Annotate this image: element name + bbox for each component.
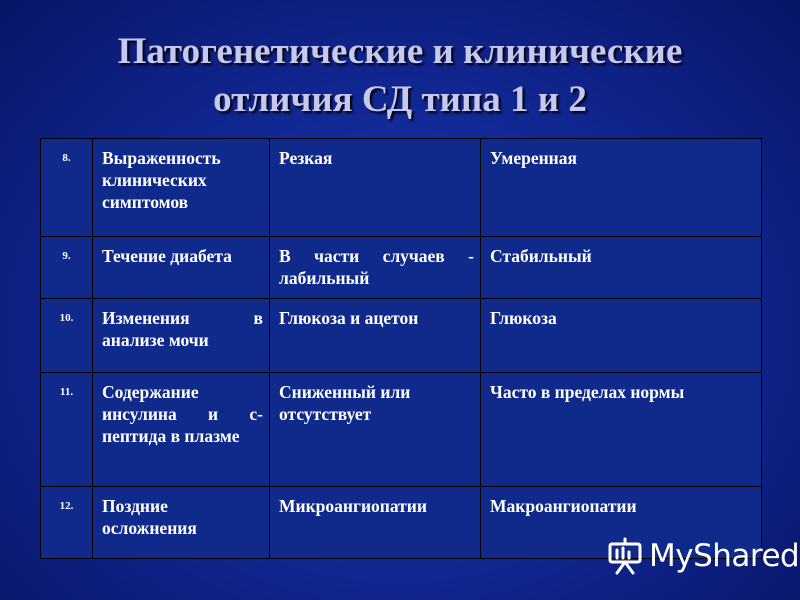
slide-title-line-2: отличия СД типа 1 и 2 [213, 79, 587, 120]
row-label: Содержание инсулина и с-пептида в плазме [93, 373, 270, 487]
table-row [41, 139, 762, 237]
type2-cell: Часто в пределах нормы [481, 373, 762, 487]
comparison-table [40, 138, 761, 559]
table-row [41, 237, 762, 299]
row-number: 8. [41, 139, 93, 237]
type2-cell: Умеренная [481, 139, 762, 237]
table-row [41, 373, 762, 487]
row-number: 12. [41, 487, 93, 559]
type1-cell: Глюкоза и ацетон [270, 299, 481, 373]
row-label: Поздние осложнения [93, 487, 270, 559]
slide-title-line-1: Патогенетические и клинические [117, 31, 683, 72]
row-label: Течение диабета [93, 237, 270, 299]
type2-cell: Стабильный [481, 237, 762, 299]
row-number: 11. [41, 373, 93, 487]
type1-cell: В части случаев - лабильный [270, 237, 481, 299]
type1-cell: Микроангиопатии [270, 487, 481, 559]
watermark-text: MyShared [649, 538, 800, 574]
myshared-watermark [607, 536, 799, 576]
type2-cell: Макроангиопатии [481, 487, 762, 559]
row-number: 10. [41, 299, 93, 373]
row-number: 9. [41, 237, 93, 299]
row-label: Изменения в анализе мочи [93, 299, 270, 373]
type1-cell: Резкая [270, 139, 481, 237]
type2-cell: Глюкоза [481, 299, 762, 373]
presentation-board-icon [607, 536, 643, 576]
row-label: Выраженность клинических симптомов [93, 139, 270, 237]
table-row [41, 299, 762, 373]
type1-cell: Сниженный или отсутствует [270, 373, 481, 487]
slide-title [40, 28, 760, 124]
